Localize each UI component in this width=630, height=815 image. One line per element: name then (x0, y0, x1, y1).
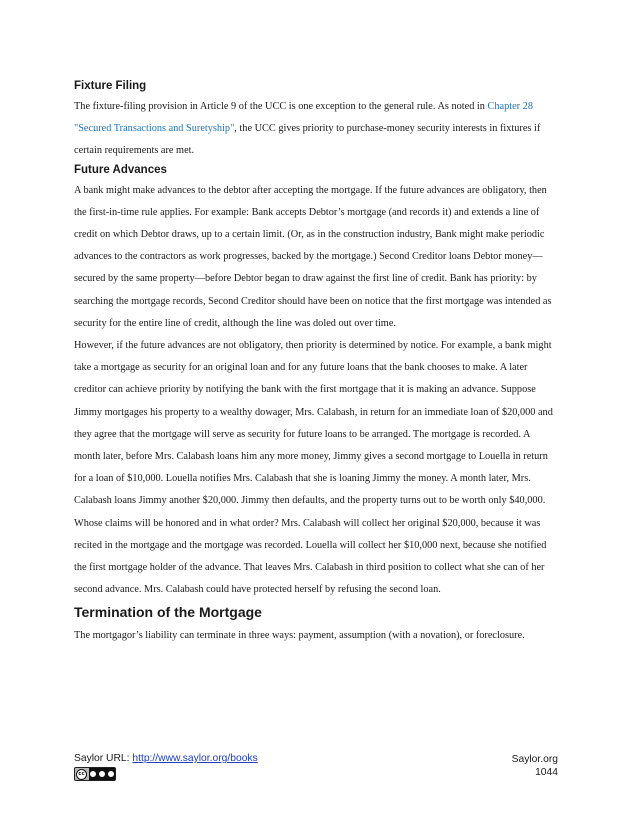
footer-publisher-block (512, 753, 558, 779)
cc-logo-icon: cc (76, 769, 87, 780)
heading-termination-of-mortgage: Termination of the Mortgage (74, 604, 262, 621)
footer-source (74, 753, 258, 764)
heading-future-advances: Future Advances (74, 163, 167, 176)
license-terms-icons (89, 768, 115, 780)
paragraph-future-advances-2: However, if the future advances are not obligatory, then priority is determined by notice. For example, a bank might take a mortgage as security for an original loan and for any future loans that the bank chooses to make. A later creditor can achieve priority by notifying the bank with the first mortgage that it is making an advance. Suppose Jimmy mortgages his property to a wealthy dowager, Mrs. Calabash, in return for an immediate loan of $20,000 and they agree that the mortgage will serve as security for future loans to be arranged. The mortgage is recorded. A month later, before Mrs. Calabash loans him any more money, Jimmy gives a second mortgage to Louella in return for a loan of $10,000. Louella notifies Mrs. Calabash that she is loaning Jimmy the money. A month later, Mrs. Calabash loans Jimmy another $20,000. Jimmy then defaults, and the property turns out to be worth only $40,000. Whose claims will be honored and in what order? Mrs. Calabash will collect her original $20,000, because it was recited in the mortgage and the mortgage was recorded. Louella will collect her $10,000 next, because she notified the first mortgage holder of the advance. That leaves Mrs. Calabash in third position to collect what she can of her second advance. Mrs. Calabash could have protected herself by refusing the second loan. (74, 340, 553, 596)
document-body (74, 80, 558, 648)
saylor-books-link[interactable]: http://www.saylor.org/books (132, 753, 258, 764)
paragraph-termination: The mortgagor’s liability can terminate in three ways: payment, assumption (with a novation), or foreclosure. (74, 630, 525, 642)
paragraph-fixture-filing (74, 96, 558, 163)
text-fixture-after: , the UCC gives priority to purchase-money security interests in fixtures if certain requirements are met. (74, 123, 541, 157)
sa-icon (108, 771, 114, 777)
nc-icon (99, 771, 105, 777)
footer-source-label: Saylor URL: (74, 753, 133, 764)
by-icon (90, 771, 96, 777)
heading-fixture-filing: Fixture Filing (74, 80, 147, 92)
text-fixture-before: The fixture-filing provision in Article 9 of the UCC is one exception to the general rule. As noted in (74, 101, 488, 112)
chapter-28-link[interactable]: Chapter 28 "Secured Transactions and Suretyship" (74, 101, 533, 135)
paragraph-future-advances-1: A bank might make advances to the debtor after accepting the mortgage. If the future advances are obligatory, then the first-in-time rule applies. For example: Bank accepts Debtor’s mortgage (and records it) and extends a line of credit on which Debtor draws, up to a certain limit. (Or, as in the construction industry, Bank might make periodic advances to the contractors as work progresses, backed by the mortgage.) Second Creditor loans Debtor money—secured by the same property—before Debtor began to draw against the first line of credit. Bank has priority: by searching the mortgage records, Second Creditor should have been on notice that the first mortgage was intended as security for the entire line of credit, although the line was doled out over time. (74, 184, 552, 329)
footer-publisher: Saylor.org (511, 754, 558, 765)
page-number: 1044 (535, 767, 558, 778)
creative-commons-license-badge[interactable] (74, 767, 116, 781)
